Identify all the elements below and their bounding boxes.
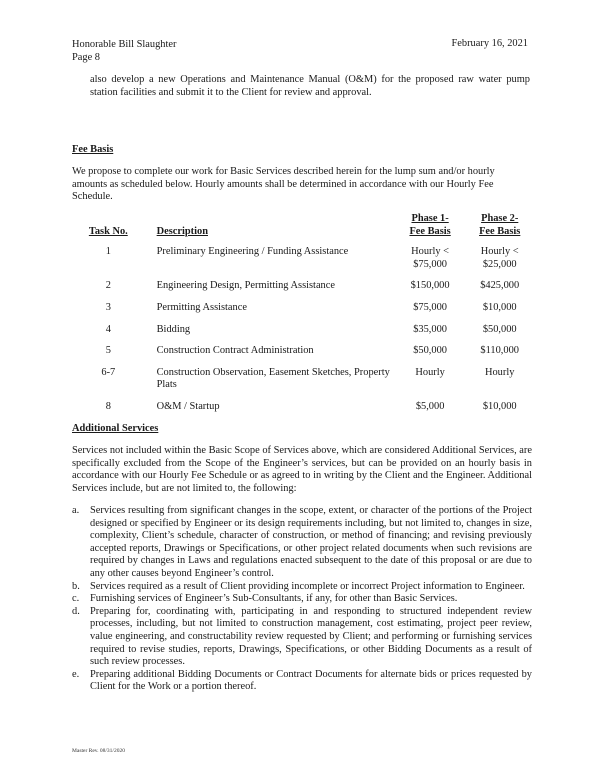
- list-item: [72, 505, 532, 581]
- recipient-name: Honorable Bill Slaughter: [72, 39, 177, 50]
- task-description: Permitting Assistance: [156, 301, 247, 313]
- phase2-fee: Hourly < $25,000: [480, 246, 519, 270]
- fee-basis-paragraph: We propose to complete our work for Basic Services described herein for the lump sum and/or hourly amounts as scheduled below. Hourly amounts shall be determined in accordance with our Hourly Fee Schedule.: [72, 166, 495, 203]
- task-description: Preliminary Engineering / Funding Assistance: [156, 246, 349, 258]
- task-description: Bidding: [156, 323, 191, 335]
- task-number: 8: [105, 400, 111, 412]
- list-marker: b.: [72, 580, 80, 592]
- phase1-header-line1: Phase 1-: [411, 213, 449, 224]
- task-number: 5: [105, 345, 111, 357]
- phase1-fee: $150,000: [410, 280, 450, 292]
- table-row: [72, 401, 532, 423]
- page-header: [72, 38, 176, 64]
- description-column-header: Description: [156, 225, 208, 237]
- phase1-header-line2: Fee Basis: [409, 225, 451, 237]
- phase2-fee: $110,000: [480, 345, 519, 357]
- table-row: [72, 246, 532, 280]
- phase1-fee: $35,000: [413, 323, 447, 335]
- task-number: 6-7: [101, 366, 116, 378]
- phase1-column-header: [393, 213, 468, 246]
- list-marker: d.: [72, 605, 80, 617]
- phase2-fee: Hourly: [484, 366, 515, 378]
- phase1-fee: $50,000: [413, 345, 447, 357]
- list-item: [72, 593, 532, 606]
- phase1-fee: $5,000: [415, 400, 445, 412]
- header-date: February 16, 2021: [451, 38, 528, 49]
- list-item-text: Preparing for, coordinating with, participating in and responding to structured independent review processes, including, but not limited to construction management, cost estimating, project peer review, value engineering, and constructability review requested by Client; and performing or furnishing services required to revise studies, reports, Drawings, Specifications, or other Bidding Documents as a result of such review processes.: [90, 605, 532, 668]
- additional-services-paragraph: Services not included within the Basic Scope of Services above, which are considered Additional Services, are specifically excluded from the Scope of the Engineer’s services, but can be provided on an hourly basis in accordance with our Hourly Fee Schedule or as agreed to in writing by the Client and the Engineer. Additional Services include, but are not limited to, the following:: [72, 445, 532, 494]
- list-item: [72, 669, 532, 694]
- phase1-fee: Hourly < $75,000: [411, 246, 450, 270]
- phase2-fee: $10,000: [482, 400, 517, 412]
- additional-services-heading: Additional Services: [72, 423, 159, 434]
- phase2-header-line1: Phase 2-: [481, 213, 519, 224]
- page-number: Page 8: [72, 52, 100, 63]
- list-marker: e.: [72, 668, 80, 680]
- task-number: 3: [105, 301, 111, 313]
- task-description: O&M / Startup: [156, 400, 220, 412]
- table-row: [72, 345, 532, 367]
- list-marker: a.: [72, 505, 80, 516]
- phase1-fee: $75,000: [413, 301, 447, 313]
- list-item-text: Furnishing services of Engineer’s Sub-Consultants, if any, for other than Basic Services.: [90, 593, 458, 605]
- phase1-fee: Hourly: [415, 366, 445, 378]
- list-item-text: Services required as a result of Client providing incomplete or incorrect Project information to Engineer.: [90, 580, 525, 592]
- list-marker: c.: [72, 593, 80, 605]
- phase2-fee: $425,000: [480, 280, 520, 292]
- task-description: Engineering Design, Permitting Assistance: [156, 280, 335, 292]
- task-number: 1: [105, 246, 111, 258]
- phase2-fee: $10,000: [482, 301, 517, 313]
- task-description: Construction Observation, Easement Sketches, Property Plats: [156, 366, 390, 391]
- table-row: [72, 302, 532, 324]
- table-row: [72, 367, 532, 401]
- task-number: 4: [105, 323, 111, 335]
- intro-paragraph: also develop a new Operations and Maintenance Manual (O&M) for the proposed raw water pump station facilities and submit it to the Client for review and approval.: [90, 74, 530, 98]
- additional-services-list: [72, 505, 532, 694]
- table-header-row: [72, 213, 532, 246]
- fee-basis-heading: Fee Basis: [72, 144, 114, 155]
- phase2-column-header: [467, 213, 532, 246]
- task-description: Construction Contract Administration: [156, 345, 314, 357]
- task-column-header: Task No.: [88, 225, 128, 237]
- list-item: [72, 606, 532, 669]
- list-item: [72, 581, 532, 594]
- table-row: [72, 280, 532, 302]
- list-item-text: Preparing additional Bidding Documents or Contract Documents for alternate bids or prices requested by Client for the Work or a portion thereof.: [90, 668, 532, 693]
- task-number: 2: [105, 280, 111, 292]
- phase2-header-line2: Fee Basis: [479, 225, 521, 237]
- table-row: [72, 324, 532, 346]
- footer-revision: Master Rev. 08/31/2020: [72, 748, 125, 754]
- list-item-text: Services resulting from significant changes in the scope, extent, or character of the portions of the Project designed or specified by Engineer or its design requirements including, but not limited to, changes in size, complexity, Client’s schedule, character of construction, or method of financing; and revising previously accepted reports, Drawings or Specifications, or other project related documents when such revisions are required by changes in Laws and regulations enacted subsequent to the date of this proposal or are due to any other causes beyond Engineer’s control.: [90, 505, 532, 579]
- fee-schedule-table: [72, 213, 532, 423]
- phase2-fee: $50,000: [482, 323, 517, 335]
